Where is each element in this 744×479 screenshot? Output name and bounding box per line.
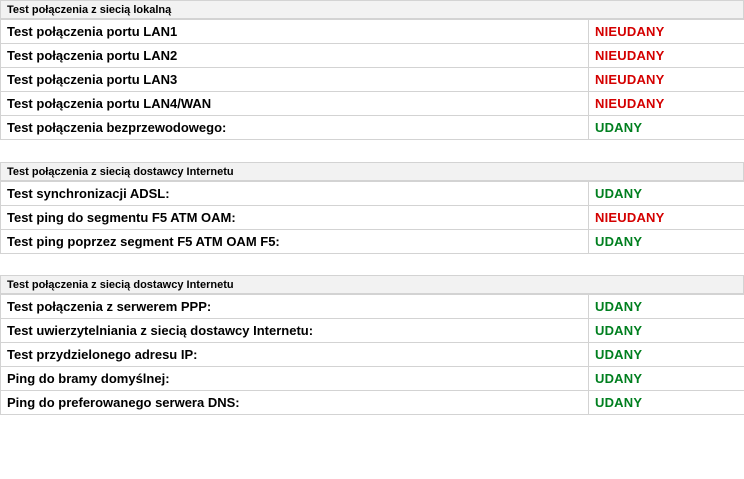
test-table-isp-ppp	[0, 294, 744, 415]
section-title-isp-ppp: Test połączenia z siecią dostawcy Internetu	[0, 275, 744, 294]
table-row	[1, 20, 744, 44]
section-isp-ppp	[0, 275, 744, 415]
test-result: UDANY	[589, 391, 744, 415]
test-result: NIEUDANY	[589, 206, 744, 230]
test-result: NIEUDANY	[589, 92, 744, 116]
test-label: Test połączenia bezprzewodowego:	[1, 116, 589, 140]
test-label: Ping do preferowanego serwera DNS:	[1, 391, 589, 415]
table-row	[1, 343, 744, 367]
table-row	[1, 116, 744, 140]
test-table-isp-atm	[0, 181, 744, 254]
table-row	[1, 295, 744, 319]
table-row	[1, 68, 744, 92]
table-row	[1, 319, 744, 343]
test-result: UDANY	[589, 230, 744, 254]
test-table-lan	[0, 19, 744, 140]
test-result: UDANY	[589, 343, 744, 367]
section-isp-atm	[0, 162, 744, 254]
section-lan	[0, 0, 744, 140]
table-row	[1, 367, 744, 391]
test-label: Test połączenia portu LAN3	[1, 68, 589, 92]
test-label: Test uwierzytelniania z siecią dostawcy Internetu:	[1, 319, 589, 343]
test-result: UDANY	[589, 319, 744, 343]
test-label: Test połączenia portu LAN2	[1, 44, 589, 68]
section-spacer	[0, 254, 744, 275]
test-label: Test ping do segmentu F5 ATM OAM:	[1, 206, 589, 230]
test-label: Test ping poprzez segment F5 ATM OAM F5:	[1, 230, 589, 254]
section-spacer	[0, 140, 744, 162]
test-label: Test połączenia z serwerem PPP:	[1, 295, 589, 319]
test-result: UDANY	[589, 182, 744, 206]
section-title-isp-atm: Test połączenia z siecią dostawcy Internetu	[0, 162, 744, 181]
test-label: Test synchronizacji ADSL:	[1, 182, 589, 206]
test-label: Test połączenia portu LAN4/WAN	[1, 92, 589, 116]
test-label: Test przydzielonego adresu IP:	[1, 343, 589, 367]
test-result: UDANY	[589, 367, 744, 391]
section-title-lan: Test połączenia z siecią lokalną	[0, 0, 744, 19]
test-label: Ping do bramy domyślnej:	[1, 367, 589, 391]
table-row	[1, 206, 744, 230]
test-result: UDANY	[589, 116, 744, 140]
test-result: NIEUDANY	[589, 68, 744, 92]
test-label: Test połączenia portu LAN1	[1, 20, 589, 44]
table-row	[1, 182, 744, 206]
test-result: UDANY	[589, 295, 744, 319]
table-row	[1, 92, 744, 116]
test-result: NIEUDANY	[589, 44, 744, 68]
table-row	[1, 44, 744, 68]
table-row	[1, 230, 744, 254]
test-result: NIEUDANY	[589, 20, 744, 44]
table-row	[1, 391, 744, 415]
